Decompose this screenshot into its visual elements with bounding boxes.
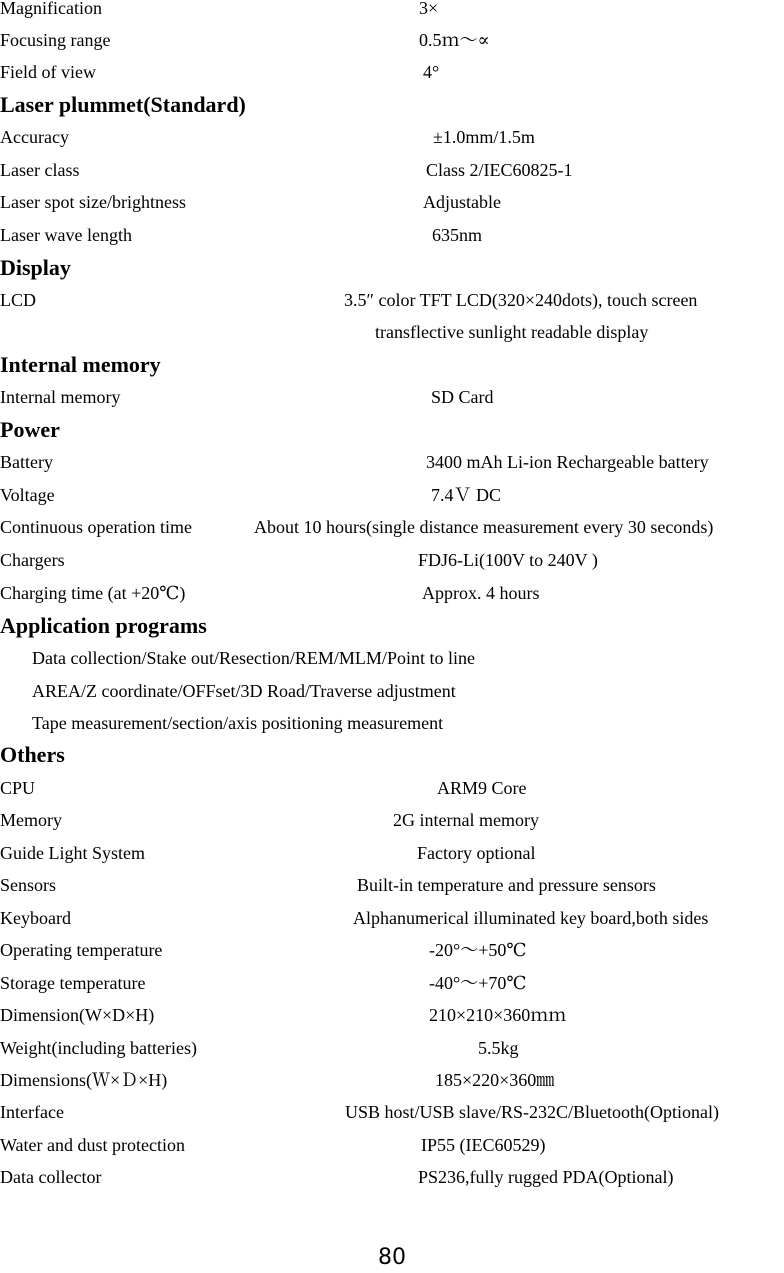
spec-row-focusing-range xyxy=(0,25,784,55)
spec-value: IP55 (IEC60529) xyxy=(421,1135,546,1155)
spec-row-continuous-operation xyxy=(0,512,784,542)
spec-label: Laser spot size/brightness xyxy=(0,192,186,212)
spec-value: transflective sunlight readable display xyxy=(375,322,649,342)
spec-label: Memory xyxy=(0,810,62,830)
spec-row-memory xyxy=(0,805,784,835)
program-list-line: AREA/Z coordinate/OFFset/3D Road/Traverse adjustment xyxy=(32,681,456,701)
spec-label: Operating temperature xyxy=(0,940,163,960)
spec-row-field-of-view xyxy=(0,57,784,87)
spec-value: 4° xyxy=(423,62,440,82)
spec-label: Laser class xyxy=(0,160,80,180)
spec-value: Class 2/IEC60825-1 xyxy=(426,160,573,180)
spec-value: 0.5ｍ～∝ xyxy=(419,30,490,50)
spec-value: Alphanumerical illuminated key board,both sides xyxy=(353,908,709,928)
spec-row-lcd xyxy=(0,285,784,315)
spec-row-data-collector xyxy=(0,1162,784,1192)
spec-row-operating-temperature xyxy=(0,935,784,965)
spec-label: Field of view xyxy=(0,62,96,82)
spec-value: PS236,fully rugged PDA(Optional) xyxy=(418,1167,674,1187)
spec-label: Laser wave length xyxy=(0,225,132,245)
spec-label: Keyboard xyxy=(0,908,71,928)
section-heading-laser-plummet: Laser plummet(Standard) xyxy=(0,92,246,117)
spec-value: USB host/USB slave/RS-232C/Bluetooth(Optional) xyxy=(345,1102,720,1122)
spec-label: LCD xyxy=(0,290,36,310)
page-number: 80 xyxy=(378,1245,406,1270)
spec-label: Water and dust protection xyxy=(0,1135,185,1155)
spec-row-battery xyxy=(0,447,784,477)
spec-row-dimensions xyxy=(0,1065,784,1095)
spec-value: 635nm xyxy=(432,225,483,245)
spec-value: -40°～+70℃ xyxy=(429,973,527,993)
spec-label: Sensors xyxy=(0,875,57,895)
spec-label: Voltage xyxy=(0,485,55,505)
spec-value: 185×220×360㎜ xyxy=(435,1070,555,1090)
spec-row-storage-temperature xyxy=(0,968,784,998)
spec-value: ARM9 Core xyxy=(437,778,527,798)
spec-row-dimension xyxy=(0,1000,784,1030)
spec-row-interface xyxy=(0,1097,784,1127)
spec-label: Focusing range xyxy=(0,30,111,50)
spec-row-water-dust-protection xyxy=(0,1130,784,1160)
program-list-line: Tape measurement/section/axis positioning measurement xyxy=(32,713,444,733)
section-heading-application-programs: Application programs xyxy=(0,613,207,638)
spec-value: 5.5kg xyxy=(478,1038,519,1058)
spec-value: About 10 hours(single distance measurement every 30 seconds) xyxy=(254,517,714,537)
section-heading-internal-memory: Internal memory xyxy=(0,352,161,377)
spec-label: Accuracy xyxy=(0,127,69,147)
spec-label: Battery xyxy=(0,452,53,472)
spec-label: Storage temperature xyxy=(0,973,146,993)
spec-value: 7.4Ｖ DC xyxy=(431,485,502,505)
spec-row-laser-spot xyxy=(0,187,784,217)
spec-label: Guide Light System xyxy=(0,843,145,863)
spec-value: SD Card xyxy=(431,387,494,407)
spec-row-sensors xyxy=(0,870,784,900)
spec-label: Dimensions(Ｗ×Ｄ×H) xyxy=(0,1070,168,1090)
spec-value: 3400 mAh Li-ion Rechargeable battery xyxy=(426,452,709,472)
spec-row-laser-class xyxy=(0,155,784,185)
spec-label: Internal memory xyxy=(0,387,121,407)
spec-row-accuracy xyxy=(0,122,784,152)
spec-row-magnification xyxy=(0,0,784,23)
spec-row-laser-wave-length xyxy=(0,220,784,250)
spec-value: FDJ6-Li(100V to 240V ) xyxy=(418,550,598,570)
spec-label: Continuous operation time xyxy=(0,517,192,537)
spec-value: Built-in temperature and pressure sensors xyxy=(357,875,656,895)
spec-label: Weight(including batteries) xyxy=(0,1038,197,1058)
spec-value: Factory optional xyxy=(417,843,536,863)
spec-row-voltage xyxy=(0,480,784,510)
section-heading-others: Others xyxy=(0,742,65,767)
section-heading-power: Power xyxy=(0,417,60,442)
spec-row-cpu xyxy=(0,773,784,803)
spec-value: ±1.0mm/1.5m xyxy=(433,127,535,147)
program-list-line: Data collection/Stake out/Resection/REM/MLM/Point to line xyxy=(32,648,475,668)
spec-label: Magnification xyxy=(0,0,102,18)
spec-value: 210×210×360ｍｍ xyxy=(429,1005,567,1025)
spec-row-internal-memory xyxy=(0,382,784,412)
spec-label: Charging time (at +20℃) xyxy=(0,583,186,603)
spec-row-weight xyxy=(0,1033,784,1063)
spec-row-lcd-continued xyxy=(0,317,784,347)
spec-value: 2G internal memory xyxy=(393,810,539,830)
spec-row-keyboard xyxy=(0,903,784,933)
spec-label: CPU xyxy=(0,778,36,798)
spec-label: Dimension(W×D×H) xyxy=(0,1005,155,1025)
spec-value: 3× xyxy=(419,0,439,18)
spec-row-chargers xyxy=(0,545,784,575)
spec-label: Chargers xyxy=(0,550,65,570)
spec-value: Adjustable xyxy=(423,192,501,212)
spec-value: -20°～+50℃ xyxy=(429,940,527,960)
section-heading-display: Display xyxy=(0,255,71,280)
spec-label: Data collector xyxy=(0,1167,102,1187)
spec-value: Approx. 4 hours xyxy=(422,583,540,603)
spec-row-guide-light xyxy=(0,838,784,868)
spec-row-charging-time xyxy=(0,578,784,608)
spec-value: 3.5″ color TFT LCD(320×240dots), touch screen xyxy=(344,290,698,310)
spec-label: Interface xyxy=(0,1102,64,1122)
